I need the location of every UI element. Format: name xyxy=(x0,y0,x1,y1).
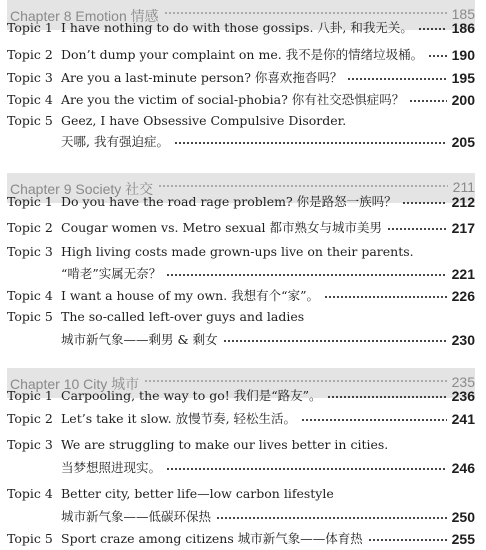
topic-title: I have nothing to do with those gossips. 八卦, 和我无关。 xyxy=(61,20,413,35)
chapter-page-number: 235 xyxy=(451,374,475,390)
topic-page-number: 205 xyxy=(451,134,475,150)
topic-label: Topic 2 xyxy=(7,411,53,426)
chapter-title: Chapter 10 City 城市 xyxy=(10,376,140,392)
topic-entry[interactable] xyxy=(7,67,475,89)
topic-entry[interactable] xyxy=(7,241,475,263)
topic-label: Topic 1 xyxy=(7,388,53,403)
topic-title: The so-called left-over guys and ladies xyxy=(61,309,305,324)
leader-dots xyxy=(428,54,447,58)
leader-dots xyxy=(368,538,447,542)
topic-label: Topic 2 xyxy=(7,220,53,235)
topic-title: 当梦想照进现实。 xyxy=(61,460,162,475)
topic-title: Carpooling, the way to go! 我们是“路友”。 xyxy=(61,388,322,403)
leader-dots xyxy=(387,227,447,231)
chapter-page-number: 211 xyxy=(452,179,475,195)
topic-page-number: 236 xyxy=(451,388,475,404)
leader-dots xyxy=(166,273,447,277)
topic-entry[interactable] xyxy=(7,44,475,66)
leader-dots xyxy=(166,467,447,471)
leader-dots xyxy=(409,99,447,103)
topic-entry[interactable] xyxy=(7,306,475,328)
leader-dots xyxy=(327,395,447,399)
topic-page-number: 241 xyxy=(451,411,475,427)
topic-page-number: 255 xyxy=(451,531,475,547)
topic-entry[interactable] xyxy=(7,329,475,351)
topic-label: Topic 5 xyxy=(7,531,53,546)
topic-entry[interactable] xyxy=(7,110,475,132)
topic-entry[interactable] xyxy=(7,17,475,39)
topic-entry[interactable] xyxy=(7,506,475,528)
topic-label: Topic 3 xyxy=(7,244,53,259)
topic-entry[interactable] xyxy=(7,385,475,407)
topic-label: Topic 2 xyxy=(7,47,53,62)
topic-entry[interactable] xyxy=(7,131,475,153)
topic-title: Geez, I have Obsessive Compulsive Disorder. xyxy=(61,113,347,128)
topic-title: We are struggling to make our lives better in cities. xyxy=(61,437,389,452)
leader-dots xyxy=(347,77,447,81)
topic-label: Topic 4 xyxy=(7,486,53,501)
topic-label: Topic 1 xyxy=(7,194,53,209)
leader-dots xyxy=(174,141,447,145)
topic-title: Do you have the road rage problem? 你是路怒一族吗？ xyxy=(61,194,397,209)
topic-title: Better city, better life—low carbon lifestyle xyxy=(61,486,334,501)
topic-title: Cougar women vs. Metro sexual 都市熟女与城市美男 xyxy=(61,220,382,235)
leader-dots xyxy=(402,201,447,205)
leader-dots xyxy=(223,339,447,343)
chapter-leader-dots xyxy=(158,184,448,188)
topic-title: I want a house of my own. 我想有个“家”。 xyxy=(61,288,319,303)
topic-title: 天哪, 我有强迫症。 xyxy=(61,134,169,149)
topic-title: 城市新气象——低碳环保热 xyxy=(61,509,212,524)
topic-entry[interactable] xyxy=(7,263,475,285)
topic-page-number: 217 xyxy=(451,220,475,236)
topic-title: Are you a last-minute person? 你喜欢拖沓吗？ xyxy=(61,70,343,85)
chapter-page-number: 185 xyxy=(451,6,475,22)
topic-label: Topic 1 xyxy=(7,20,53,35)
leader-dots xyxy=(324,295,447,299)
topic-page-number: 246 xyxy=(451,460,475,476)
chapter-leader-dots xyxy=(164,11,447,15)
topic-page-number: 250 xyxy=(451,509,475,525)
topic-entry[interactable] xyxy=(7,457,475,479)
leader-dots xyxy=(301,418,447,422)
topic-entry[interactable] xyxy=(7,191,475,213)
topic-label: Topic 5 xyxy=(7,113,53,128)
topic-entry[interactable] xyxy=(7,89,475,111)
topic-title: “啃老”实属无奈？ xyxy=(61,266,162,281)
topic-entry[interactable] xyxy=(7,434,475,456)
topic-title: Are you the victim of social-phobia? 你有社交恐惧症吗？ xyxy=(61,92,405,107)
topic-label: Topic 3 xyxy=(7,437,53,452)
topic-title: Let’s take it slow. 放慢节奏, 轻松生活。 xyxy=(61,411,297,426)
topic-title: Sport craze among citizens 城市新气象——体育热 xyxy=(61,531,363,546)
topic-page-number: 190 xyxy=(451,47,475,63)
topic-label: Topic 4 xyxy=(7,288,53,303)
topic-entry[interactable] xyxy=(7,528,475,550)
topic-entry[interactable] xyxy=(7,217,475,239)
topic-label: Topic 4 xyxy=(7,92,53,107)
chapter-title: Chapter 9 Society 社交 xyxy=(10,181,154,197)
topic-entry[interactable] xyxy=(7,483,475,505)
chapter-title: Chapter 8 Emotion 情感 xyxy=(10,8,159,24)
topic-page-number: 230 xyxy=(451,332,475,348)
topic-page-number: 226 xyxy=(451,288,475,304)
topic-title: Don’t dump your complaint on me. 我不是你的情绪垃圾桶。 xyxy=(61,47,424,62)
topic-label: Topic 3 xyxy=(7,70,53,85)
chapter-leader-dots xyxy=(144,379,447,383)
topic-page-number: 221 xyxy=(451,266,475,282)
leader-dots xyxy=(216,516,447,520)
topic-title: 城市新气象——剩男 & 剩女 xyxy=(61,332,218,347)
topic-page-number: 212 xyxy=(451,194,475,210)
topic-label: Topic 5 xyxy=(7,309,53,324)
topic-entry[interactable] xyxy=(7,285,475,307)
topic-page-number: 200 xyxy=(451,92,475,108)
topic-title: High living costs made grown-ups live on their parents. xyxy=(61,244,414,259)
topic-page-number: 186 xyxy=(451,20,475,36)
topic-entry[interactable] xyxy=(7,408,475,430)
topic-page-number: 195 xyxy=(451,70,475,86)
leader-dots xyxy=(418,27,447,31)
